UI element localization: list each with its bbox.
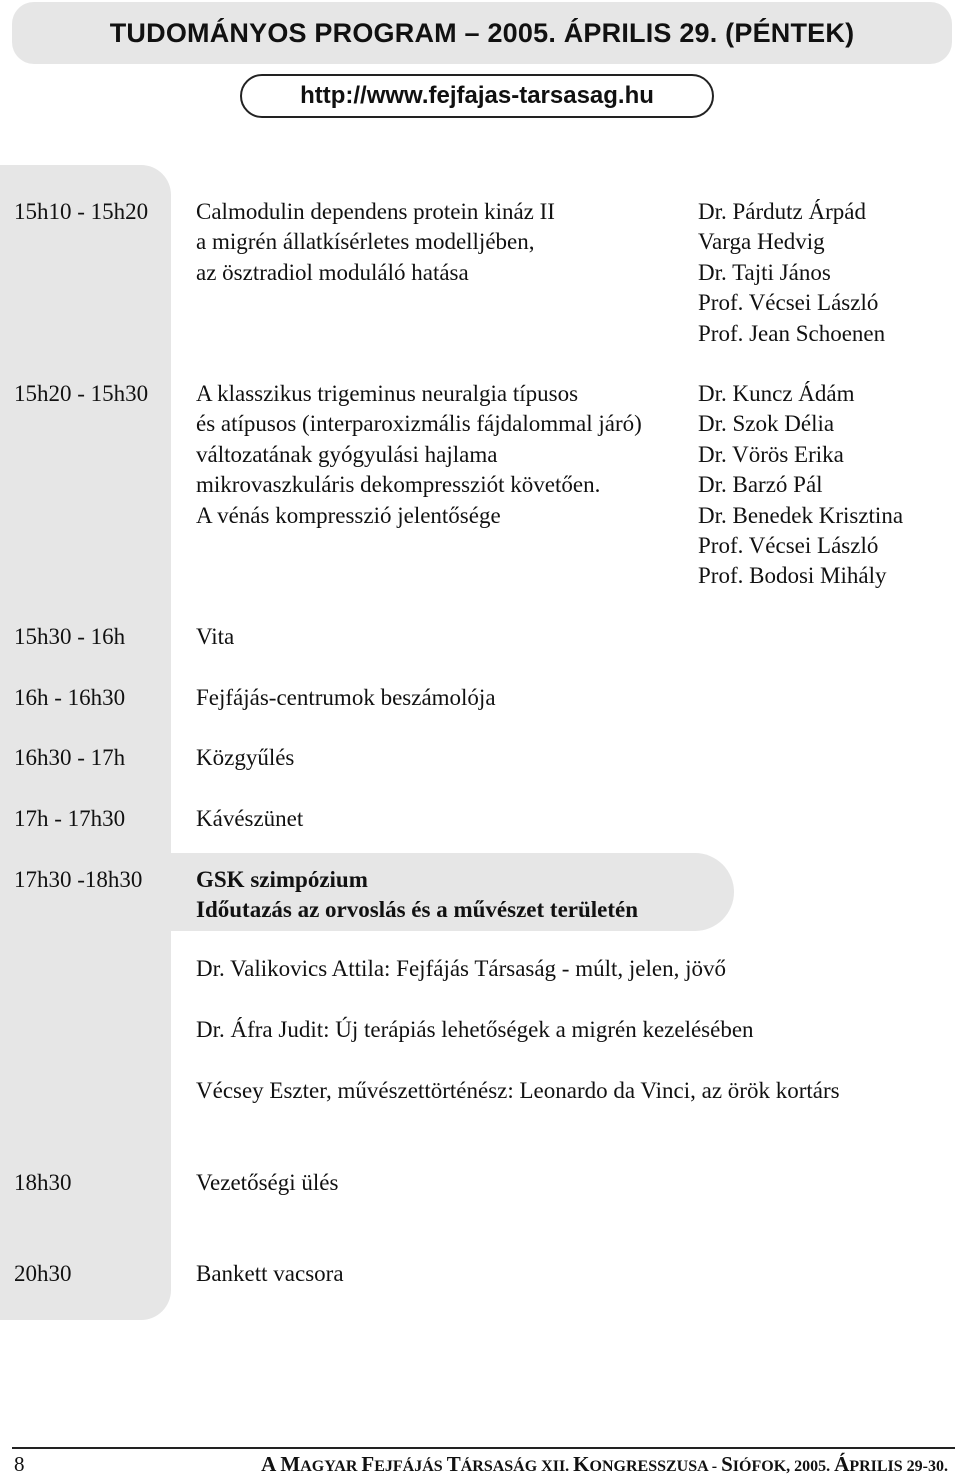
symposium-subtitle-line: Időutazás az orvoslás és a művészet területén	[196, 897, 639, 923]
footer-text-part: A	[261, 1452, 281, 1476]
session-title-line: A vénás kompresszió jelentősége	[196, 502, 501, 528]
session-time: 16h - 16h30	[14, 685, 126, 710]
session-title-line: Közgyűlés	[196, 745, 295, 770]
session-time: 16h30 - 17h	[14, 745, 126, 770]
author-name: Dr. Kuncz Ádám	[698, 381, 855, 406]
session-title-line: és atípusos (interparoxizmális fájdalommal járó)	[196, 411, 642, 437]
author-name: Dr. Vörös Erika	[698, 441, 844, 467]
session-title	[196, 197, 686, 288]
symposium-title	[196, 865, 686, 926]
footer-text-part: AGYAR	[300, 1458, 362, 1475]
symposium-talk: Dr. Áfra Judit: Új terápiás lehetőségek a migrén kezelésében	[196, 1017, 754, 1042]
page-header-bar	[12, 2, 952, 64]
session-title	[196, 1259, 686, 1289]
footer-text-part: F	[361, 1452, 375, 1476]
author-name: Dr. Tajti János	[698, 259, 831, 285]
session-title	[196, 1168, 686, 1198]
session-title-line: Calmodulin dependens protein kináz II	[196, 199, 555, 224]
footer-text-part: EJFÁJÁS	[374, 1458, 447, 1475]
session-time: 15h20 - 15h30	[14, 381, 149, 406]
page-title: TUDOMÁNYOS PROGRAM – 2005. ÁPRILIS 29. (PÉNTEK)	[109, 17, 855, 48]
footer-text-part: K	[573, 1452, 590, 1476]
session-title	[196, 683, 686, 713]
footer-divider	[12, 1447, 955, 1449]
session-title-line: mikrovaszkuláris dekompressziót követően.	[196, 472, 601, 498]
author-name: Prof. Vécsei László	[698, 290, 879, 316]
page-number: 8	[14, 1452, 25, 1476]
session-title-line: az ösztradiol moduláló hatása	[196, 259, 469, 285]
author-name: Dr. Barzó Pál	[698, 472, 823, 498]
footer-text-part: PRILIS 29-30.	[849, 1458, 948, 1475]
footer-text-part: ÁRSASÁG XII.	[460, 1458, 574, 1475]
session-time: 17h30 -18h30	[14, 867, 143, 892]
session-title-line: a migrén állatkísérletes modelljében,	[196, 229, 535, 255]
session-authors	[698, 197, 885, 349]
author-name: Dr. Benedek Krisztina	[698, 502, 904, 528]
website-url[interactable]: http://www.fejfajas-tarsasag.hu	[300, 82, 654, 109]
footer-text-part: S	[721, 1452, 733, 1476]
footer-text-part: T	[446, 1452, 461, 1476]
author-name: Prof. Vécsei László	[698, 533, 879, 559]
session-title-line: Vita	[196, 624, 235, 649]
session-time: 20h30	[14, 1261, 72, 1286]
symposium-talk: Vécsey Eszter, művészettörténész: Leonardo da Vinci, az örök kortárs	[196, 1078, 840, 1103]
session-title	[196, 804, 686, 834]
symposium-talk: Dr. Valikovics Attila: Fejfájás Társaság - múlt, jelen, jövő	[196, 956, 726, 981]
session-title	[196, 743, 686, 773]
session-time: 18h30	[14, 1170, 72, 1195]
website-url-box[interactable]	[240, 74, 714, 118]
session-title	[196, 622, 686, 652]
author-name: Prof. Bodosi Mihály	[698, 563, 887, 589]
author-name: Prof. Jean Schoenen	[698, 320, 886, 346]
footer-text-part: Á	[834, 1452, 850, 1476]
session-title-line: A klasszikus trigeminus neuralgia típusos	[196, 381, 579, 406]
session-title	[196, 379, 686, 531]
session-time: 17h - 17h30	[14, 806, 126, 831]
footer-text-part: IÓFOK, 2005.	[732, 1458, 835, 1475]
symposium-title-line: GSK szimpózium	[196, 867, 368, 892]
session-authors	[698, 379, 903, 592]
session-title-line: Kávészünet	[196, 806, 304, 831]
session-time: 15h30 - 16h	[14, 624, 126, 649]
session-title-line: Bankett vacsora	[196, 1261, 344, 1286]
footer-congress-title	[261, 1452, 948, 1477]
session-title-line: Vezetőségi ülés	[196, 1170, 339, 1195]
footer-text-part: ONGRESSZUSA -	[589, 1458, 722, 1475]
footer-text-part: M	[280, 1452, 301, 1476]
author-name: Dr. Párdutz Árpád	[698, 199, 866, 224]
session-title-line: Fejfájás-centrumok beszámolója	[196, 685, 496, 710]
session-time: 15h10 - 15h20	[14, 199, 149, 224]
session-title-line: változatának gyógyulási hajlama	[196, 441, 498, 467]
author-name: Dr. Szok Délia	[698, 411, 835, 437]
author-name: Varga Hedvig	[698, 229, 825, 255]
